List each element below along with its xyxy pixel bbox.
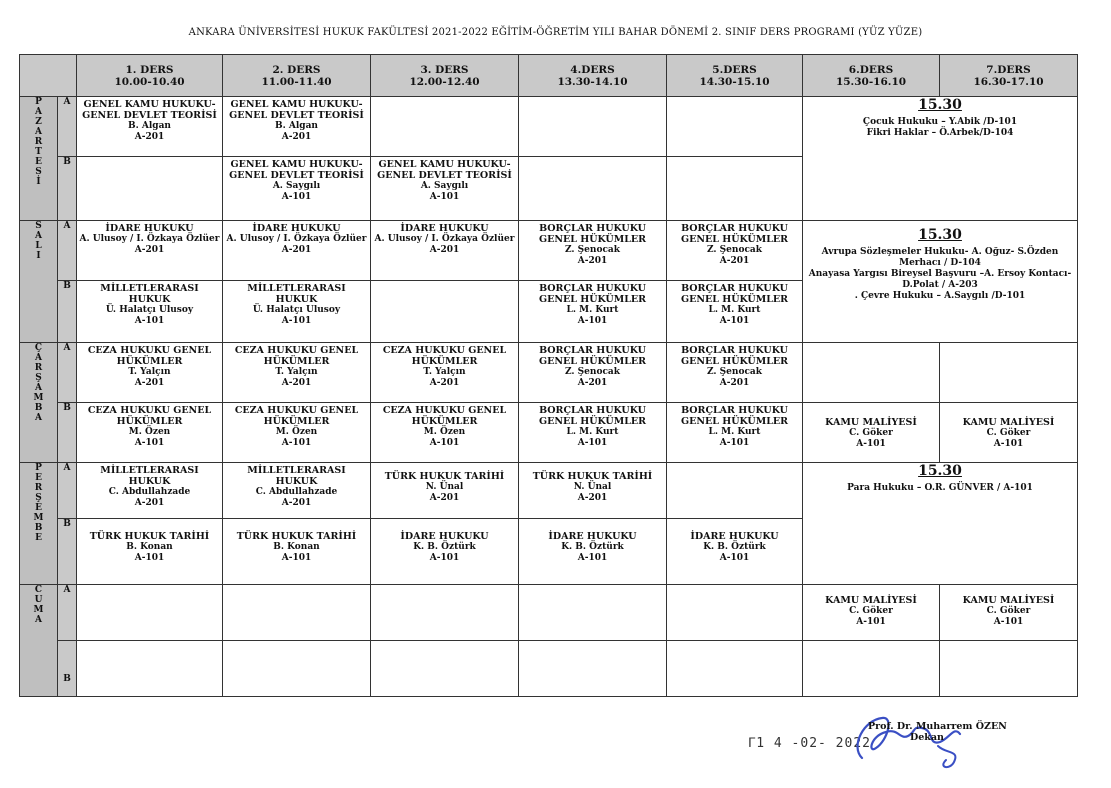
- empty-cell: [519, 97, 667, 157]
- lesson-cell: GENEL KAMU HUKUKU- GENEL DEVLET TEORİSİ B. Algan A-201: [77, 97, 223, 157]
- day-letter: Ş: [35, 373, 42, 383]
- section-label: B: [58, 519, 77, 585]
- day-letter: R: [34, 363, 43, 373]
- lesson-cell: CEZA HUKUKU GENEL HÜKÜMLER M. Özen A-101: [77, 403, 223, 463]
- day-letter: Z: [35, 117, 42, 127]
- lesson-cell: KAMU MALİYESİ C. Göker A-101: [940, 585, 1078, 641]
- row-carsamba-a: [20, 343, 1078, 403]
- lesson-cell: İDARE HUKUKU K. B. Öztürk A-101: [519, 519, 667, 585]
- lesson-cell: BORÇLAR HUKUKU GENEL HÜKÜMLER Z. Şenocak A-201: [667, 343, 803, 403]
- day-letter: B: [34, 403, 43, 413]
- elective-block-pazartesi: 15.30 Çocuk Hukuku – Y.Abik /D-101 Fikri Haklar – Ö.Arbek/D-104: [803, 97, 1078, 221]
- signer-block: [868, 721, 1007, 743]
- empty-cell: [223, 585, 371, 641]
- header-5: 5.DERS 14.30-15.10: [667, 55, 803, 97]
- lesson-cell: İDARE HUKUKU K. B. Öztürk A-101: [371, 519, 519, 585]
- day-letter: A: [35, 353, 42, 363]
- lesson-cell: MİLLETLERARASI HUKUK C. Abdullahzade A-201: [223, 463, 371, 519]
- lesson-cell: BORÇLAR HUKUKU GENEL HÜKÜMLER L. M. Kurt A-101: [519, 281, 667, 343]
- lesson-cell: MİLLETLERARASI HUKUK C. Abdullahzade A-201: [77, 463, 223, 519]
- lesson-cell: GENEL KAMU HUKUKU- GENEL DEVLET TEORİSİ B. Algan A-201: [223, 97, 371, 157]
- schedule-table: [19, 54, 1078, 697]
- lesson-cell: GENEL KAMU HUKUKU- GENEL DEVLET TEORİSİ A. Saygılı A-101: [371, 157, 519, 221]
- lesson-cell: İDARE HUKUKU K. B. Öztürk A-101: [667, 519, 803, 585]
- signer-name: Prof. Dr. Muharrem ÖZEN: [868, 721, 1007, 732]
- lesson-cell: KAMU MALİYESİ C. Göker A-101: [940, 403, 1078, 463]
- row-carsamba-b: [20, 403, 1078, 463]
- lesson-cell: TÜRK HUKUK TARİHİ N. Ünal A-201: [371, 463, 519, 519]
- day-letter: P: [35, 463, 42, 473]
- section-label: A: [58, 97, 77, 157]
- header-7: 7.DERS 16.30-17.10: [940, 55, 1078, 97]
- section-label: A: [58, 221, 77, 281]
- day-letter: U: [34, 595, 43, 605]
- section-label: B: [58, 281, 77, 343]
- document-title: ANKARA ÜNİVERSİTESİ HUKUK FAKÜLTESİ 2021-2022 EĞİTİM-ÖĞRETİM YILI BAHAR DÖNEMİ 2. SINIF DERS PROGRAMI (YÜZ YÜZE): [188, 27, 923, 38]
- row-cuma-b: [20, 641, 1078, 697]
- lesson-cell: İDARE HUKUKU A. Ulusoy / I. Özkaya Özlüer A-201: [371, 221, 519, 281]
- approval-date: ᒥ1 4 -02- 2022: [748, 736, 871, 751]
- lesson-cell: CEZA HUKUKU GENEL HÜKÜMLER M. Özen A-101: [371, 403, 519, 463]
- day-letter: C: [34, 585, 43, 595]
- day-letter: P: [35, 97, 42, 107]
- header-6: 6.DERS 15.30-16.10: [803, 55, 940, 97]
- lesson-cell: KAMU MALİYESİ C. Göker A-101: [803, 403, 940, 463]
- empty-cell: [371, 281, 519, 343]
- empty-cell: [667, 157, 803, 221]
- empty-cell: [77, 157, 223, 221]
- empty-cell: [667, 97, 803, 157]
- day-letter: S: [35, 221, 42, 231]
- section-label: A: [58, 463, 77, 519]
- lesson-cell: BORÇLAR HUKUKU GENEL HÜKÜMLER L. M. Kurt A-101: [519, 403, 667, 463]
- empty-cell: [940, 343, 1078, 403]
- signer-title: Dekan: [910, 732, 944, 743]
- empty-cell: [803, 343, 940, 403]
- lesson-cell: CEZA HUKUKU GENEL HÜKÜMLER M. Özen A-101: [223, 403, 371, 463]
- day-label-cuma: [20, 585, 58, 697]
- lesson-cell: BORÇLAR HUKUKU GENEL HÜKÜMLER L. M. Kurt A-101: [667, 281, 803, 343]
- day-letter: R: [34, 483, 43, 493]
- day-letter: M: [33, 605, 44, 615]
- day-letter: B: [34, 523, 43, 533]
- lesson-cell: İDARE HUKUKU A. Ulusoy / I. Özkaya Özlüer A-201: [223, 221, 371, 281]
- day-letter: E: [35, 533, 42, 543]
- day-letter: M: [33, 393, 44, 403]
- lesson-cell: MİLLETLERARASI HUKUK Ü. Halatçı Ulusoy A-101: [223, 281, 371, 343]
- corner-cell: [20, 55, 77, 97]
- section-label: B: [58, 403, 77, 463]
- day-letter: S: [35, 167, 42, 177]
- elective-block-sali: 15.30 Avrupa Sözleşmeler Hukuku- A. Oğuz- S.Özden Merhacı / D-104 Anayasa Yargısı Bireysel Başvuru –A. Ersoy Kontacı- D.Polat / A-203 . Çevre Hukuku – A.Saygılı /D-101: [803, 221, 1078, 343]
- day-letter: A: [35, 413, 42, 423]
- header-2: 2. DERS 11.00-11.40: [223, 55, 371, 97]
- empty-cell: [371, 97, 519, 157]
- day-letter: R: [34, 137, 43, 147]
- lesson-cell: TÜRK HUKUK TARİHİ N. Ünal A-201: [519, 463, 667, 519]
- empty-cell: [519, 641, 667, 697]
- empty-cell: [940, 641, 1078, 697]
- day-letter: E: [35, 473, 42, 483]
- lesson-cell: TÜRK HUKUK TARİHİ B. Konan A-101: [223, 519, 371, 585]
- day-letter: A: [35, 127, 42, 137]
- header-3: 3. DERS 12.00-12.40: [371, 55, 519, 97]
- day-letter: T: [35, 147, 42, 157]
- lesson-cell: BORÇLAR HUKUKU GENEL HÜKÜMLER Z. Şenocak A-201: [667, 221, 803, 281]
- lesson-cell: BORÇLAR HUKUKU GENEL HÜKÜMLER L. M. Kurt A-101: [667, 403, 803, 463]
- day-letter: A: [35, 231, 42, 241]
- lesson-cell: BORÇLAR HUKUKU GENEL HÜKÜMLER Z. Şenocak A-201: [519, 343, 667, 403]
- day-label-pazartesi: [20, 97, 58, 221]
- lesson-cell: İDARE HUKUKU A. Ulusoy / I. Özkaya Özlüer A-201: [77, 221, 223, 281]
- lesson-cell: CEZA HUKUKU GENEL HÜKÜMLER T. Yalçın A-201: [77, 343, 223, 403]
- empty-cell: [519, 585, 667, 641]
- lesson-cell: BORÇLAR HUKUKU GENEL HÜKÜMLER Z. Şenocak A-201: [519, 221, 667, 281]
- row-cuma-a: [20, 585, 1078, 641]
- empty-cell: [77, 641, 223, 697]
- row-sali-a: [20, 221, 1078, 281]
- header-4: 4.DERS 13.30-14.10: [519, 55, 667, 97]
- empty-cell: [371, 641, 519, 697]
- day-letter: E: [35, 157, 42, 167]
- lesson-cell: CEZA HUKUKU GENEL HÜKÜMLER T. Yalçın A-201: [371, 343, 519, 403]
- section-label: A: [58, 585, 77, 641]
- day-letter: A: [35, 383, 42, 393]
- lesson-cell: TÜRK HUKUK TARİHİ B. Konan A-101: [77, 519, 223, 585]
- empty-cell: [667, 463, 803, 519]
- day-letter: L: [35, 241, 42, 251]
- header-row: [20, 55, 1078, 97]
- section-label: B: [58, 157, 77, 221]
- day-letter: A: [35, 107, 42, 117]
- day-letter: E: [35, 503, 42, 513]
- row-pazartesi-a: [20, 97, 1078, 157]
- empty-cell: [77, 585, 223, 641]
- day-letter: I: [36, 251, 41, 261]
- row-persembe-a: [20, 463, 1078, 519]
- day-letter: M: [33, 513, 44, 523]
- day-label-persembe: [20, 463, 58, 585]
- empty-cell: [223, 641, 371, 697]
- day-letter: Ç: [34, 343, 43, 353]
- day-label-sali: [20, 221, 58, 343]
- lesson-cell: KAMU MALİYESİ C. Göker A-101: [803, 585, 940, 641]
- header-1: 1. DERS 10.00-10.40: [77, 55, 223, 97]
- lesson-cell: CEZA HUKUKU GENEL HÜKÜMLER T. Yalçın A-201: [223, 343, 371, 403]
- empty-cell: [667, 641, 803, 697]
- day-label-carsamba: [20, 343, 58, 463]
- lesson-cell: MİLLETLERARASI HUKUK Ü. Halatçı Ulusoy A-101: [77, 281, 223, 343]
- day-letter: A: [35, 615, 42, 625]
- day-letter: Ş: [35, 493, 42, 503]
- section-label: A: [58, 343, 77, 403]
- empty-cell: [371, 585, 519, 641]
- empty-cell: [519, 157, 667, 221]
- lesson-cell: GENEL KAMU HUKUKU- GENEL DEVLET TEORİSİ A. Saygılı A-101: [223, 157, 371, 221]
- elective-block-persembe: 15.30 Para Hukuku – O.R. GÜNVER / A-101: [803, 463, 1078, 585]
- empty-cell: [667, 585, 803, 641]
- empty-cell: [803, 641, 940, 697]
- day-letter: İ: [36, 177, 41, 187]
- section-label: B: [58, 641, 77, 697]
